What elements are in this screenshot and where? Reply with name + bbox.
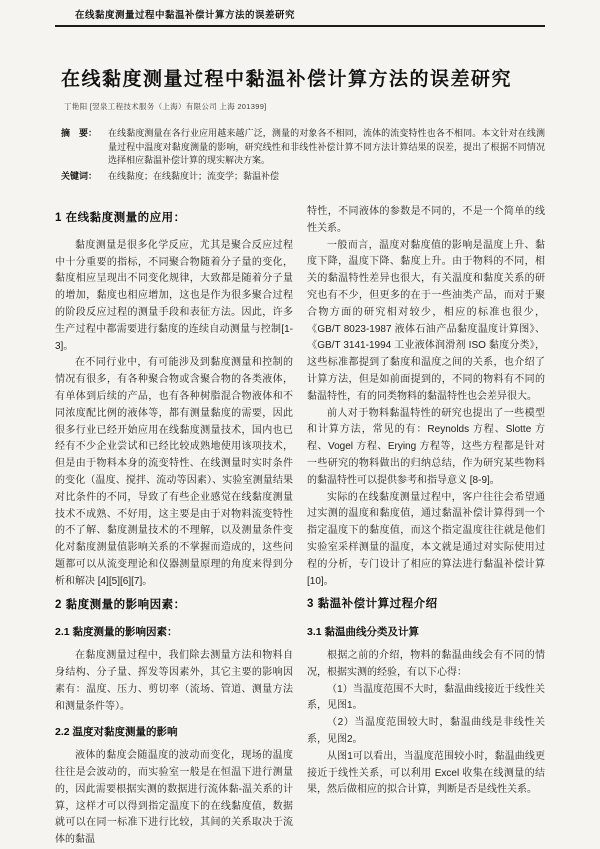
running-header: 在线黏度测量过程中黏温补偿计算方法的误差研究 xyxy=(75,10,296,21)
left-column xyxy=(55,204,293,849)
paragraph: 在黏度测量过程中，我们除去测量方法和物料自身结构、分子量、挥发等因素外，其它主要的影响因素有：温度、压力、剪切率（流场、管道、测量方法和测量条件等）。 xyxy=(55,650,293,712)
paragraph: 从图1可以看出，当温度范围较小时，黏温曲线更接近于线性关系，可以利用 Excel 收集在线测量的结果，然后做相应的拟合计算，判断是否是线性关系。 xyxy=(307,750,545,796)
paragraph: 黏度测量是很多化学反应，尤其是聚合反应过程中十分重要的指标，不同聚合物随着分子量的变化，黏度相应呈现出不同变化规律，大致都是随着分子量的增加，黏度也相应增加，这也是作为很多聚合过程的阶段反应过程的测量手段和表征方法。因此，许多生产过程中都需要进行黏度的连续自动测量与控制[1-3]。 xyxy=(55,239,293,352)
paragraph: 液体的黏度会随温度的波动而变化，现场的温度往往是会波动的，而实验室一般是在恒温下进行测量的，因此需要根据实测的数据进行流体黏-温关系的计算，这样才可以得到指定温度下的在线黏度值，数据就可以在同一标准下进行比较，其间的关系取决于流体的黏温 xyxy=(55,750,293,846)
keywords-text: 在线黏度；在线黏度计；流变学；黏温补偿 xyxy=(108,170,280,181)
paragraph: 实际的在线黏度测量过程中，客户往往会希望通过实测的温度和黏度值，通过黏温补偿计算得到一个指定温度下的黏度值，而这个指定温度往往就是他们实验室采样测量的温度，本文就是通过对实际使用过程的分析，专门设计了相应的算法进行黏温补偿计算 [10]。 xyxy=(307,491,545,587)
section-2-heading: 2 黏度测量的影响因素： xyxy=(55,598,186,611)
paragraph: 在不同行业中，有可能涉及到黏度测量和控制的情况有很多，有各种聚合物或含聚合物的各类液体，有单体到后续的产品，也有各种树脂混合物液体和不同浓度配比例的液体等，都有测量黏度的需要，因此很多行业已经开始应用在线黏度测量技术，国内也已经有不少企业尝试和已经比较成熟地使用该项技术，但是由于物料本身的流变特性、在线测量时实时条件的变化（温度、搅拌、流动等因素）、实验室测量结果对比条件的不同，导致了有些企业感觉在线黏度测量技术不成熟、不好用，这主要是由于对物料流变特性的不了解、黏度测量技术的不理解，以及测量条件变化对黏度测量值影响关系的不掌握而造成的，这些问题都可以从流变理论和仪器测量原理的角度来得到分析和解决 [4][5][6][7]。 xyxy=(55,357,293,587)
abstract-label: 摘 要： xyxy=(61,128,98,138)
keywords-block xyxy=(61,170,545,184)
section-3-1-heading: 3.1 黏温曲线分类及计算 xyxy=(307,626,420,639)
keywords-label: 关键词： xyxy=(61,170,98,181)
paragraph-continuation: 特性，不同液体的参数是不同的，不是一个简单的线性关系。 xyxy=(307,206,545,234)
section-2-2-heading: 2.2 温度对黏度测量的影响 xyxy=(55,726,178,739)
author-line: 丁艳阳 [翌泉工程技术服务（上海）有限公司 上海 201399] xyxy=(64,102,267,111)
section-1-heading: 1 在线黏度测量的应用： xyxy=(55,212,186,224)
section-2-1-heading: 2.1 黏度测量的影响因素： xyxy=(55,626,178,639)
paragraph: （2）当温度范围较大时，黏温曲线是非线性关系，见图2。 xyxy=(307,717,545,745)
abstract-block xyxy=(61,127,545,168)
right-column xyxy=(307,204,545,849)
header-rule xyxy=(55,25,545,27)
paper-title: 在线黏度测量过程中黏温补偿计算方法的误差研究 xyxy=(61,69,513,90)
section-3-heading: 3 黏温补偿计算过程介绍 xyxy=(307,598,438,611)
paragraph: 一般而言，温度对黏度值的影响是温度上升、黏度下降，温度下降、黏度上升。由于物料的不同，相关的黏温特性差异也很大，有关温度和黏度关系的研究也有不少，但更多的在于一些油类产品，而对于聚合物方面的研究相对较少，相应的标准也很少，《GB/T 8023-1987 液体石油产品黏度温度计算图》、《GB/T 3141-1994 工业液体润滑剂 ISO 黏度分类》，这些标准都提到了黏度和温度之间的关系，也介绍了计算方法，但是如前面提到的，不同的物料有不同的黏温特性，有的同类物料的黏温特性也会差异很大。 xyxy=(307,239,545,402)
abstract-text: 在线黏度测量在各行业应用越来越广泛，测量的对象各不相同，流体的流变特性也各不相同。本文针对在线测量过程中温度对黏度测量的影响，研究线性和非线性补偿计算不同方法计算结果的误差，提出了根据不同情况选择相应黏温补偿计算的现实解决方案。 xyxy=(108,128,545,165)
two-column-body xyxy=(55,204,545,849)
paragraph: 根据之前的介绍，物料的黏温曲线会有不同的情况，根据实测的经验，有以下心得： xyxy=(307,649,545,678)
paragraph: 前人对于物料黏温特性的研究也提出了一些模型和计算方法，常见的有：Reynolds 方程、Slotte 方程、Vogel 方程、Erying 方程等，这些方程都是针对一些研究的物料做出的归纳总结，作为研究某些物料的黏温特性可以提供参考和指导意义 [8-9]。 xyxy=(307,407,545,486)
paragraph: （1）当温度范围不大时，黏温曲线接近于线性关系，见图1。 xyxy=(307,683,545,712)
